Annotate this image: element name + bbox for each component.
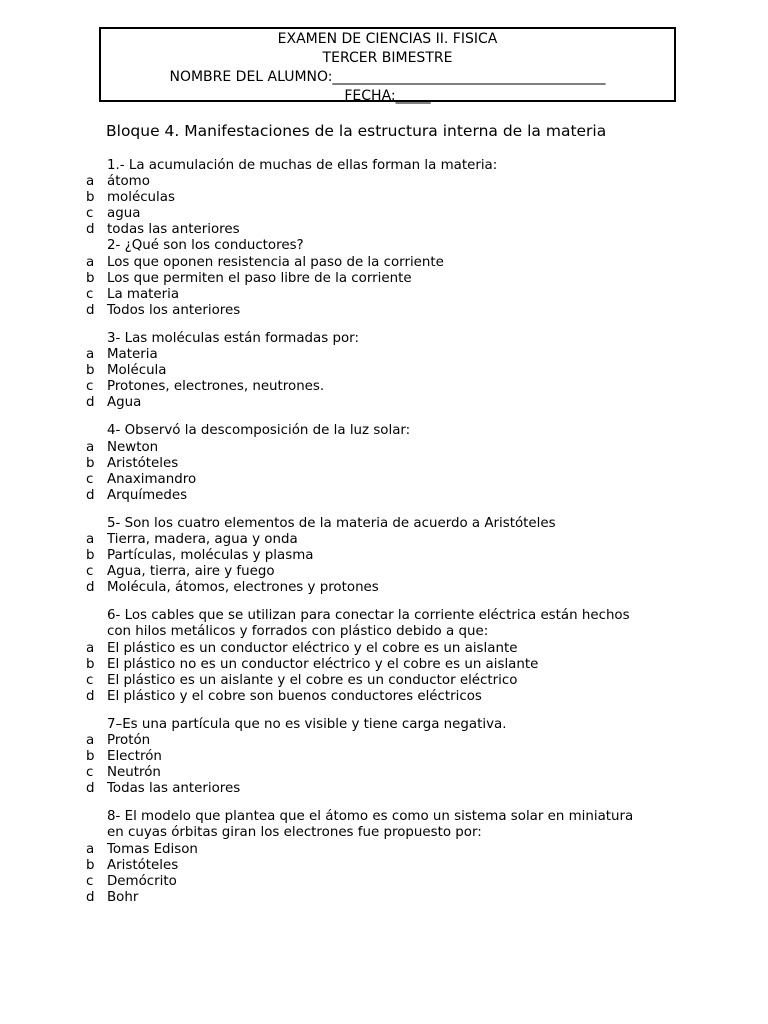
option-letter: d [86, 781, 95, 797]
option-text: El plástico no es un conductor eléctrico y el cobre es un aislante [107, 656, 539, 672]
answer-option [0, 456, 768, 472]
option-text: Protón [107, 733, 151, 748]
option-letter: d [86, 688, 95, 704]
option-text: agua [107, 206, 141, 222]
answer-option [0, 379, 768, 395]
answer-option [0, 472, 768, 488]
answer-option [0, 781, 768, 797]
option-text: Todos los anteriores [107, 302, 241, 318]
option-text: Tierra, madera, agua y onda [107, 531, 298, 547]
option-letter: d [86, 302, 95, 318]
option-text: átomo [107, 174, 150, 190]
option-text: Partículas, moléculas y plasma [107, 548, 314, 564]
option-text: Materia [107, 347, 158, 363]
question-line: 4- Observó la descomposición de la luz solar: [107, 423, 411, 439]
answer-option [0, 440, 768, 456]
question-4 [0, 423, 768, 503]
question-line: 5- Son los cuatro elementos de la materia de acuerdo a Aristóteles [107, 515, 556, 531]
answer-option [0, 395, 768, 411]
answer-option [0, 765, 768, 781]
question-line: en cuyas órbitas giran los electrones fue propuesto por: [107, 825, 482, 841]
option-letter: c [86, 765, 94, 781]
question-3 [0, 331, 768, 411]
question-text [0, 423, 768, 439]
option-letter: b [86, 455, 95, 471]
question-text [0, 717, 768, 733]
answer-option [0, 174, 768, 190]
question-text [0, 809, 768, 841]
option-letter: a [86, 841, 95, 857]
answer-option [0, 749, 768, 765]
block-title: Bloque 4. Manifestaciones de la estructura interna de la materia [106, 122, 607, 140]
option-text: Todas las anteriores [107, 781, 241, 797]
option-letter: a [86, 347, 95, 363]
option-letter: c [86, 873, 94, 889]
option-text: Agua, tierra, aire y fuego [107, 564, 275, 580]
option-text: Agua [107, 395, 142, 411]
option-letter: a [86, 439, 95, 455]
option-letter: b [86, 656, 95, 672]
option-letter: d [86, 487, 95, 503]
option-text: todas las anteriores [107, 222, 240, 238]
question-5 [0, 516, 768, 596]
answer-option [0, 363, 768, 379]
option-text: Aristóteles [107, 857, 179, 873]
question-line: con hilos metálicos y forrados con plástico debido a que: [107, 624, 489, 640]
question-line: 1.- La acumulación de muchas de ellas forman la materia: [107, 158, 498, 173]
option-letter: b [86, 363, 95, 379]
option-letter: b [86, 270, 95, 286]
option-text: Newton [107, 439, 159, 455]
option-letter: d [86, 222, 95, 238]
question-text [0, 516, 768, 532]
option-text: Los que oponen resistencia al paso de la corriente [107, 254, 444, 270]
option-text: Aristóteles [107, 455, 179, 471]
option-text: moléculas [107, 190, 175, 206]
answer-option [0, 532, 768, 548]
answer-option [0, 271, 768, 287]
option-text: Bohr [107, 889, 139, 905]
option-letter: b [86, 749, 95, 765]
option-letter: b [86, 857, 95, 873]
answer-option [0, 564, 768, 580]
option-letter: a [86, 174, 95, 190]
option-text: El plástico es un aislante y el cobre es un conductor eléctrico [107, 672, 518, 688]
answer-option [0, 488, 768, 504]
answer-option [0, 222, 768, 238]
answer-option [0, 548, 768, 564]
option-letter: d [86, 395, 95, 411]
option-text: El plástico y el cobre son buenos conductores eléctricos [107, 688, 482, 704]
answer-option [0, 842, 768, 858]
question-text [0, 608, 768, 640]
option-letter: a [86, 254, 95, 270]
answer-option [0, 657, 768, 673]
option-letter: c [86, 471, 94, 487]
question-text [0, 331, 768, 347]
question-line: 7–Es una partícula que no es visible y tiene carga negativa. [107, 716, 507, 732]
question-line: 2- ¿Qué son los conductores? [107, 238, 304, 254]
option-text: Molécula [107, 363, 167, 379]
answer-option [0, 206, 768, 222]
answer-option [0, 287, 768, 303]
option-letter: c [86, 206, 94, 222]
option-text: Tomas Edison [107, 841, 198, 857]
question-1 [0, 158, 768, 238]
option-text: Electrón [107, 749, 162, 765]
option-text: Neutrón [107, 765, 161, 781]
answer-option [0, 190, 768, 206]
answer-option [0, 890, 768, 906]
answer-option [0, 858, 768, 874]
answer-option [0, 255, 768, 271]
option-letter: a [86, 733, 95, 748]
question-6 [0, 608, 768, 705]
option-letter: c [86, 379, 94, 395]
answer-option [0, 641, 768, 657]
option-letter: a [86, 640, 95, 656]
option-letter: c [86, 564, 94, 580]
option-letter: d [86, 889, 95, 905]
question-text [0, 238, 768, 254]
option-letter: a [86, 531, 95, 547]
answer-option [0, 689, 768, 705]
exam-header-box [99, 27, 676, 102]
question-text [0, 158, 768, 174]
option-text: Demócrito [107, 873, 177, 889]
question-7 [0, 717, 768, 797]
answer-option [0, 580, 768, 596]
option-letter: c [86, 672, 94, 688]
question-8 [0, 809, 768, 906]
answer-option [0, 733, 768, 749]
option-text: Molécula, átomos, electrones y protones [107, 580, 379, 596]
option-letter: b [86, 190, 95, 206]
exam-subtitle: TERCER BIMESTRE [322, 50, 453, 66]
answer-option [0, 303, 768, 319]
answer-option [0, 874, 768, 890]
option-text: Arquímedes [107, 487, 188, 503]
question-line: 3- Las moléculas están formadas por: [107, 330, 359, 346]
question-line: 6- Los cables que se utilizan para conectar la corriente eléctrica están hechos [107, 608, 630, 624]
student-name-line: NOMBRE DEL ALUMNO:_______________________________________ [169, 69, 606, 85]
option-letter: b [86, 548, 95, 564]
option-text: La materia [107, 286, 180, 302]
option-letter: c [86, 286, 94, 302]
answer-option [0, 347, 768, 363]
option-text: Anaximandro [107, 471, 197, 487]
date-line: FECHA:_____ [344, 88, 431, 104]
exam-title: EXAMEN DE CIENCIAS II. FISICA [277, 31, 498, 47]
option-letter: d [86, 580, 95, 596]
question-line: 8- El modelo que plantea que el átomo es como un sistema solar en miniatura [107, 809, 634, 825]
question-list [0, 158, 768, 906]
option-text: El plástico es un conductor eléctrico y el cobre es un aislante [107, 640, 518, 656]
question-2 [0, 238, 768, 318]
option-text: Protones, electrones, neutrones. [107, 379, 325, 395]
option-text: Los que permiten el paso libre de la corriente [107, 270, 412, 286]
answer-option [0, 673, 768, 689]
